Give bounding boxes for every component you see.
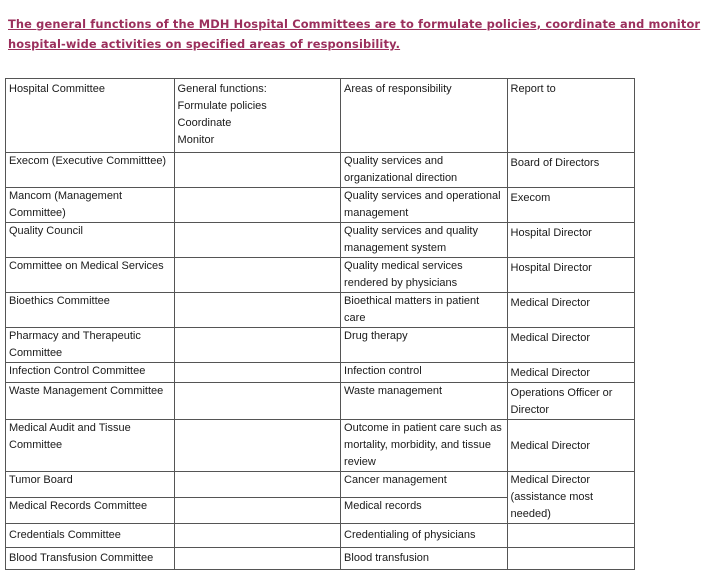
committee-cell: Bioethics Committee [6, 293, 175, 328]
areas-cell: Drug therapy [341, 328, 508, 363]
committee-cell: Execom (Executive Committtee) [6, 153, 175, 188]
general-functions-cell [174, 153, 341, 188]
areas-cell: Quality medical services rendered by physicians [341, 258, 508, 293]
areas-cell: Credentialing of physicians [341, 524, 508, 548]
committee-cell: Medical Audit and Tissue Committee [6, 420, 175, 472]
general-functions-cell [174, 524, 341, 548]
report-to-cell: Medical Director (assistance most needed) [507, 472, 634, 524]
report-to-cell: Hospital Director [507, 223, 634, 258]
areas-cell: Outcome in patient care such as mortality, morbidity, and tissue review [341, 420, 508, 472]
general-functions-cell [174, 188, 341, 223]
table-row [6, 420, 635, 472]
general-functions-cell [174, 548, 341, 570]
report-to-cell [507, 548, 634, 570]
report-to-cell: Hospital Director [507, 258, 634, 293]
committee-table-wrapper [5, 78, 635, 570]
general-function-monitor: Monitor [177, 134, 215, 146]
table-row [6, 153, 635, 188]
areas-cell: Bioethical matters in patient care [341, 293, 508, 328]
general-functions-cell [174, 472, 341, 498]
header-areas-of-responsibility: Areas of responsibility [341, 79, 508, 153]
committee-cell: Blood Transfusion Committee [6, 548, 175, 570]
table-row [6, 258, 635, 293]
general-function-coordinate: Coordinate [177, 117, 232, 129]
table-row [6, 293, 635, 328]
general-functions-cell [174, 328, 341, 363]
report-to-cell: Medical Director [507, 420, 634, 472]
report-to-cell [507, 524, 634, 548]
committee-cell: Infection Control Committee [6, 363, 175, 383]
areas-cell: Quality services and quality management system [341, 223, 508, 258]
general-functions-label: General functions: [177, 83, 267, 95]
committee-table [5, 78, 635, 570]
areas-cell: Quality services and organizational direction [341, 153, 508, 188]
committee-cell: Pharmacy and Therapeutic Committee [6, 328, 175, 363]
header-general-functions [174, 79, 341, 153]
table-header-row [6, 79, 635, 153]
table-row [6, 223, 635, 258]
areas-cell: Quality services and operational management [341, 188, 508, 223]
general-functions-cell [174, 420, 341, 472]
report-to-cell: Medical Director [507, 293, 634, 328]
committee-cell: Medical Records Committee [6, 498, 175, 524]
table-row [6, 472, 635, 498]
committee-cell: Quality Council [6, 223, 175, 258]
header-hospital-committee: Hospital Committee [6, 79, 175, 153]
general-functions-cell [174, 293, 341, 328]
slide-title: The general functions of the MDH Hospital Committees are to formulate policies, coordinate and monitor hospital-wide activities on specified areas of responsibility. [8, 17, 701, 51]
table-row [6, 383, 635, 420]
table-row [6, 524, 635, 548]
areas-cell: Medical records [341, 498, 508, 524]
general-functions-cell [174, 258, 341, 293]
committee-cell: Credentials Committee [6, 524, 175, 548]
table-row [6, 548, 635, 570]
committee-cell: Waste Management Committee [6, 383, 175, 420]
general-functions-cell [174, 383, 341, 420]
table-row [6, 363, 635, 383]
header-report-to: Report to [507, 79, 634, 153]
areas-cell: Cancer management [341, 472, 508, 498]
areas-cell: Blood transfusion [341, 548, 508, 570]
general-functions-cell [174, 363, 341, 383]
general-functions-cell [174, 498, 341, 524]
report-to-cell: Execom [507, 188, 634, 223]
areas-cell: Waste management [341, 383, 508, 420]
table-row [6, 188, 635, 223]
report-to-cell: Operations Officer or Director [507, 383, 634, 420]
general-function-formulate: Formulate policies [177, 100, 267, 112]
report-to-cell: Medical Director [507, 328, 634, 363]
report-to-cell: Board of Directors [507, 153, 634, 188]
committee-cell: Tumor Board [6, 472, 175, 498]
committee-cell: Mancom (Management Committee) [6, 188, 175, 223]
table-row [6, 328, 635, 363]
report-to-cell: Medical Director [507, 363, 634, 383]
committee-cell: Committee on Medical Services [6, 258, 175, 293]
areas-cell: Infection control [341, 363, 508, 383]
general-functions-cell [174, 223, 341, 258]
